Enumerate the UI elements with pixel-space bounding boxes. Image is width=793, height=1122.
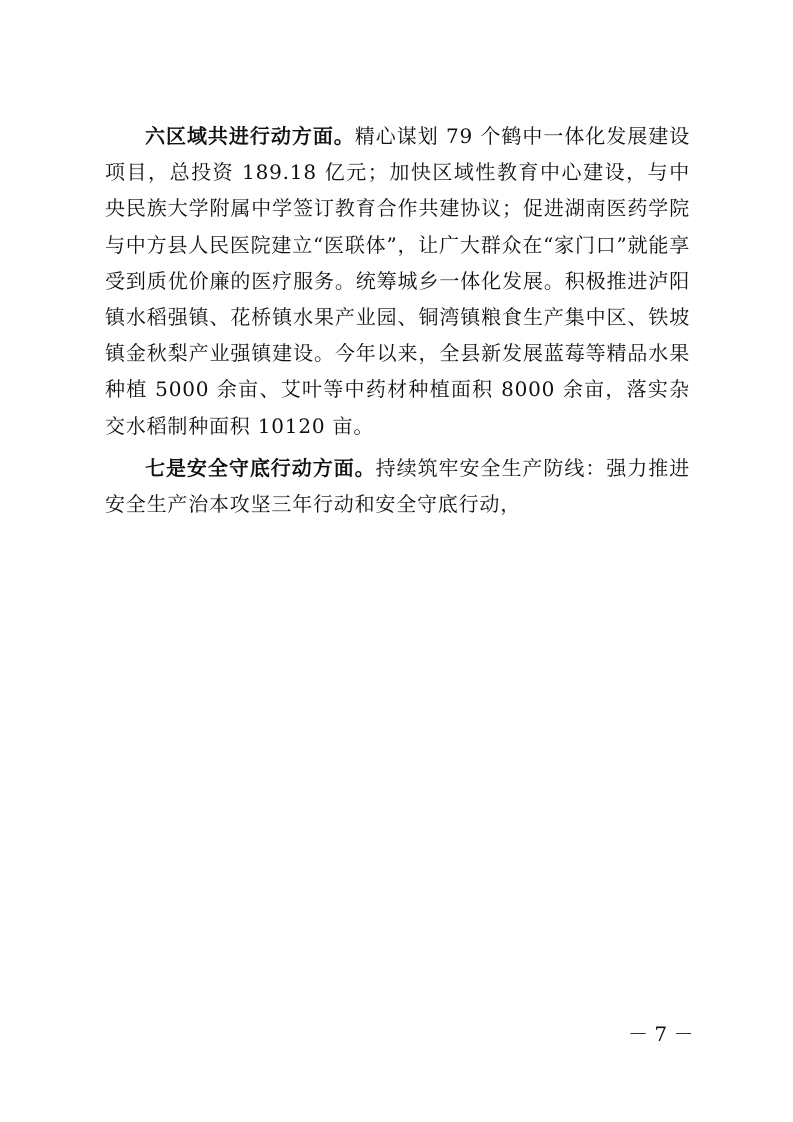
paragraph-regional-action [105,118,690,444]
paragraph-text: 持续筑牢安全生产防线：强力推进安全生产治本攻坚三年行动和安全守底行动， [105,455,691,517]
paragraph-safety-action [105,450,690,522]
page-number: － 7 － [628,1022,694,1046]
paragraph-heading: 六区域共进行动方面。 [145,124,355,148]
paragraph-heading: 七是安全守底行动方面。 [145,455,376,480]
paragraph-text: 精心谋划 79 个鹤中一体化发展建设项目，总投资 189.18 亿元；加快区域性教育中心建设，与中央民族大学附属中学签订教育合作共建协议；促进湖南医药学院与中方县人民医院建立“医联体”，让广大群众在“家门口”就能享受到质优价廉的医疗服务。统筹城乡一体化发展。积极推进泸阳镇水稻强镇、花桥镇水果产业园、铜湾镇粮食生产集中区、铁坡镇金秋梨产业强镇建设。今年以来，全县新发展蓝莓等精品水果种植 5000 余亩、艾叶等中药材种植面积 8000 余亩，落实杂交水稻制种面积 10120 亩。 [105,124,690,438]
document-body [105,118,690,528]
